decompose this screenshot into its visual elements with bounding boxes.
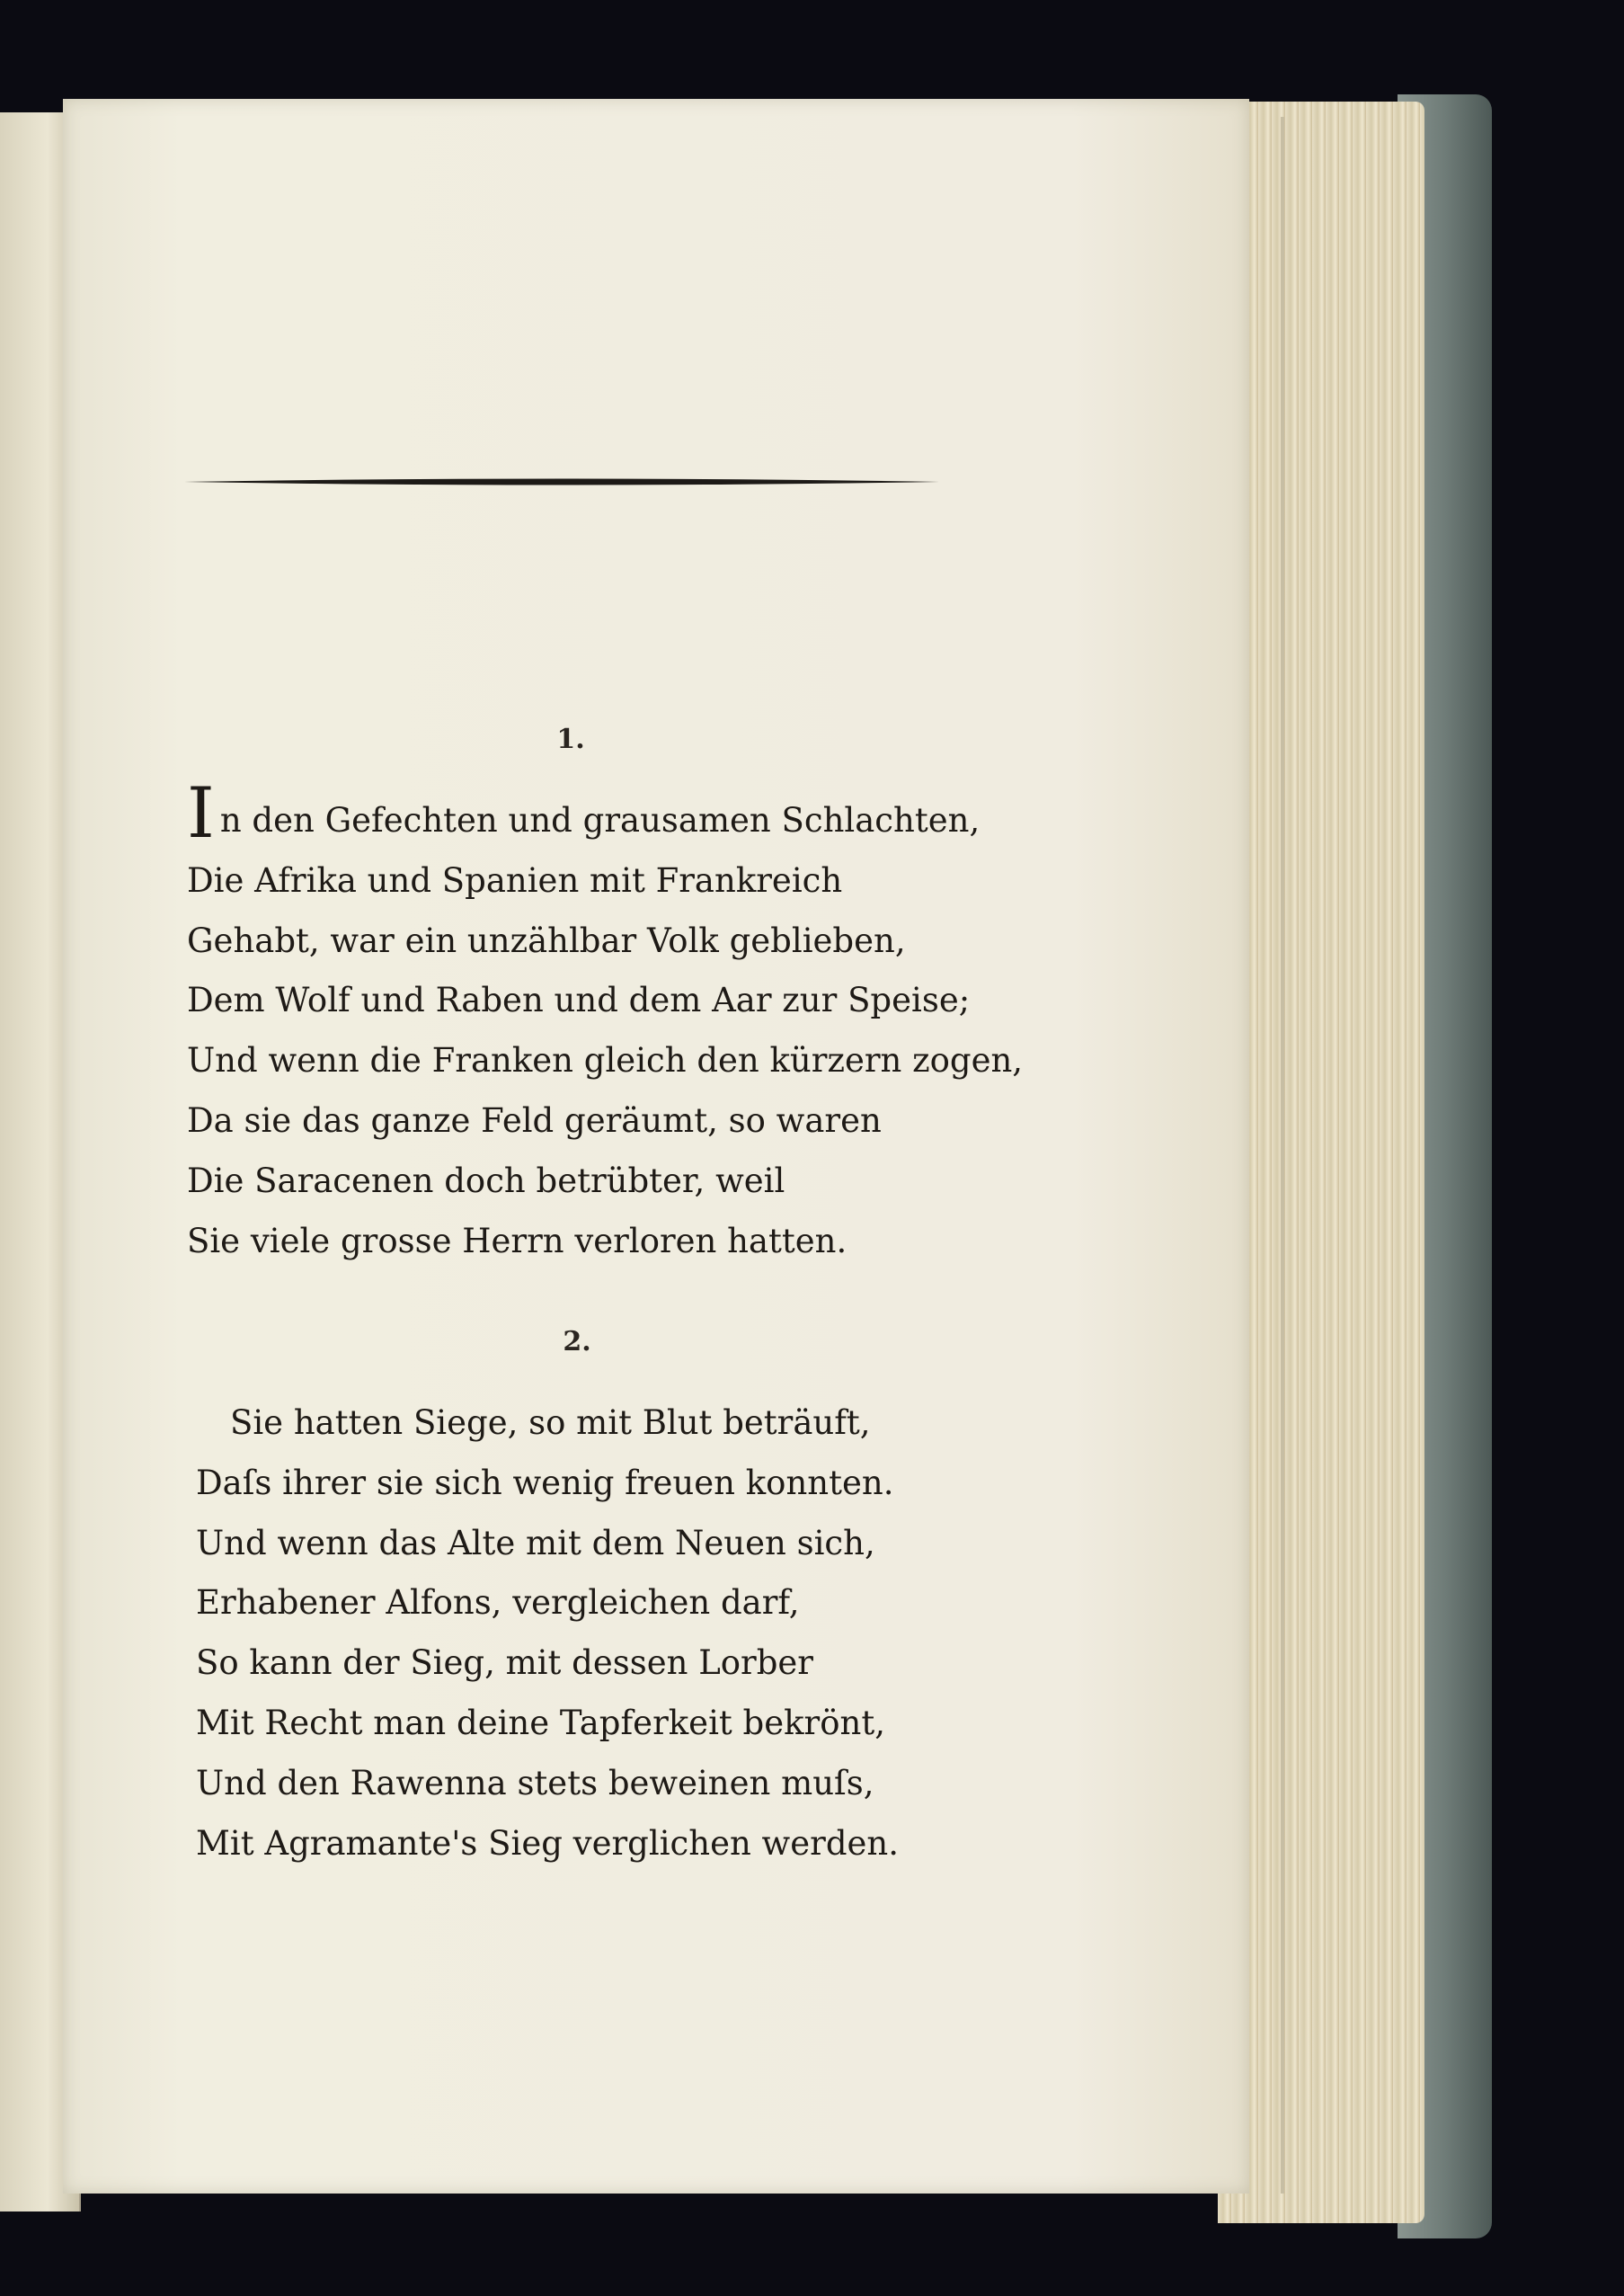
verse-line: Mit Recht man deine Tapferkeit bekrönt, [196, 1703, 885, 1742]
verse-line: Und wenn das Alte mit dem Neuen sich, [196, 1523, 875, 1562]
verse-line: Da sie das ganze Feld geräumt, so waren [187, 1100, 882, 1140]
verse-line: Daſs ihrer sie sich wenig freuen konnten. [196, 1463, 894, 1502]
verse-line: Sie viele grosse Herrn verloren hatten. [187, 1221, 847, 1260]
verse-line: Sie hatten Siege, so mit Blut beträuft, [230, 1403, 871, 1442]
drop-cap: I [187, 773, 215, 854]
verse-line: Dem Wolf und Raben und dem Aar zur Speise; [187, 981, 971, 1020]
stanza-1 [187, 773, 1024, 1271]
verse-line: In den Gefechten und grausamen Schlachten, [187, 773, 981, 854]
verse-line: Erhabener Alfons, vergleichen darf, [196, 1583, 800, 1623]
decorative-rule [184, 476, 939, 487]
stanza-number: 1. [556, 724, 585, 755]
verse-line: Mit Agramante's Sieg verglichen werden. [196, 1823, 899, 1863]
book [0, 94, 1496, 2238]
verse-line: Und den Rawenna stets beweinen muſs, [196, 1763, 874, 1802]
page-fold-edge [1281, 117, 1284, 2194]
verse-line: So kann der Sieg, mit dessen Lorber [196, 1643, 813, 1683]
verse-line: Die Saracenen doch betrübter, weil [187, 1161, 785, 1200]
verse-line: Gehabt, war ein unzählbar Volk geblieben, [187, 921, 906, 960]
verse-line: Die Afrika und Spanien mit Frankreich [187, 860, 843, 900]
stanza-2 [196, 1393, 899, 1873]
verse-line: Und wenn die Franken gleich den kürzern zogen, [187, 1041, 1024, 1081]
stanza-number: 2. [563, 1326, 591, 1357]
